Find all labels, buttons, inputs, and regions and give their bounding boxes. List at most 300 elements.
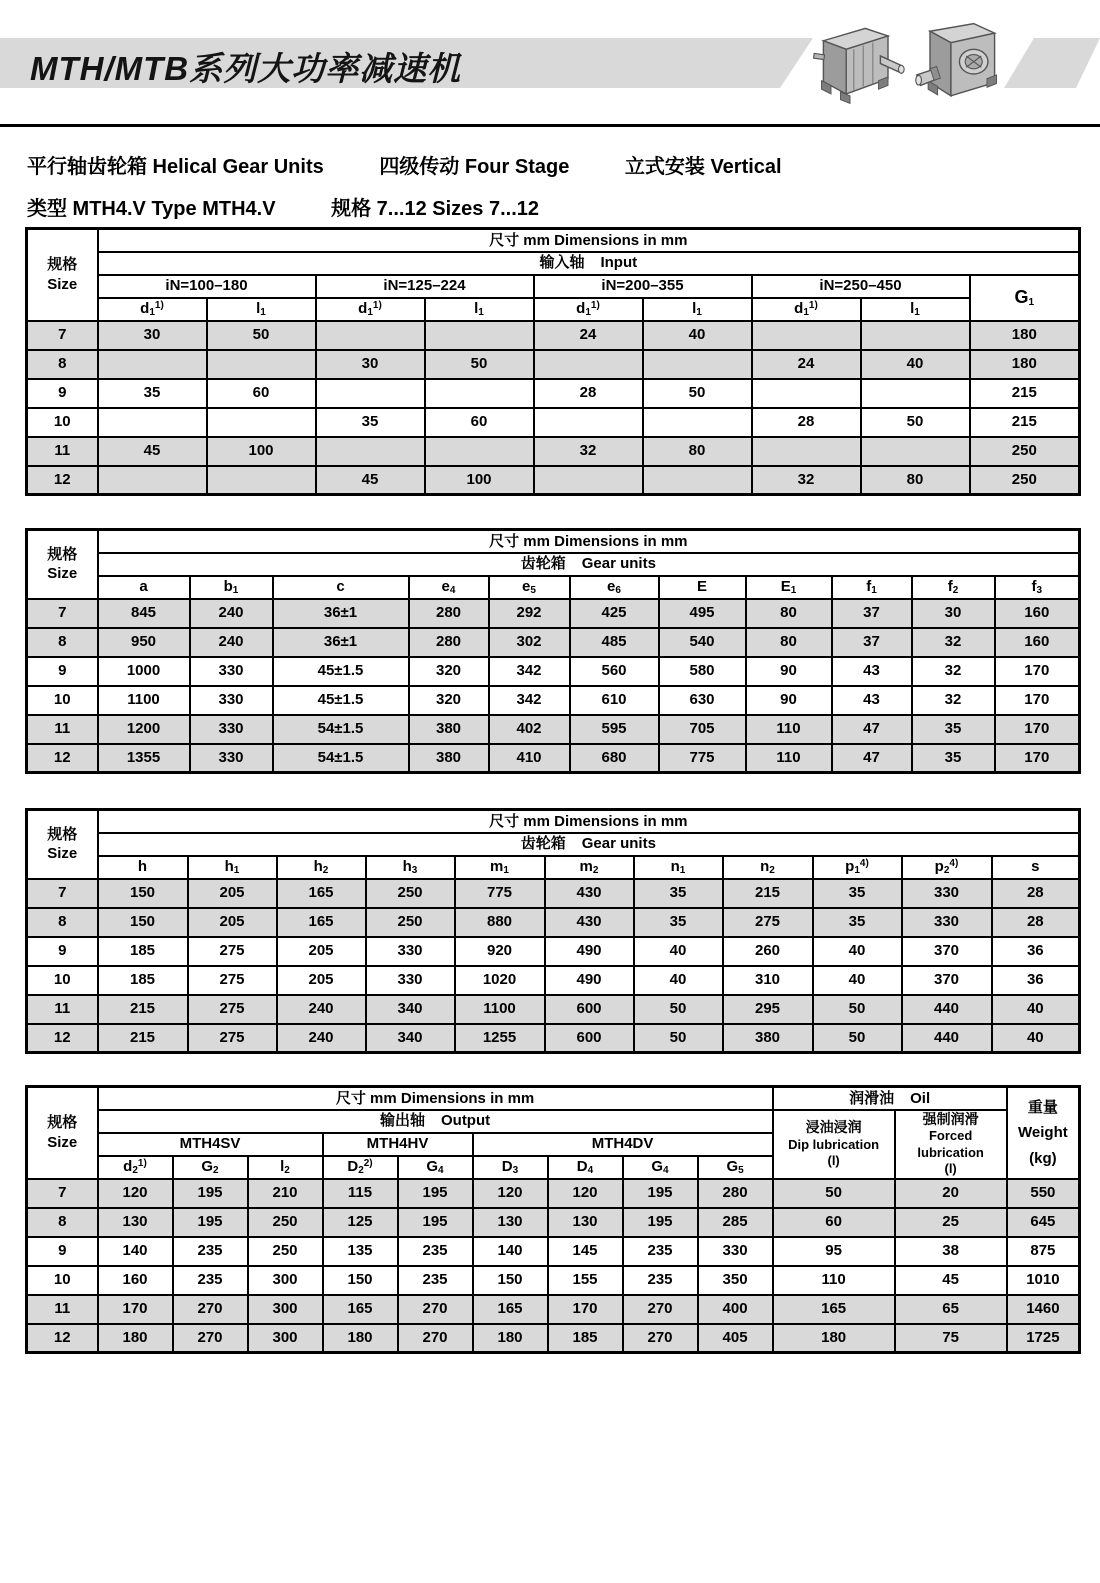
- dimensions-header: 尺寸 mm Dimensions in mm: [98, 229, 1080, 252]
- table-cell: [316, 321, 425, 350]
- table-cell: [752, 379, 861, 408]
- table-cell: 50: [861, 408, 970, 437]
- table-cell: 295: [723, 995, 813, 1024]
- table-row: [27, 657, 1080, 686]
- table-cell: 280: [409, 599, 489, 628]
- table-cell: 330: [902, 908, 992, 937]
- table-cell: 40: [634, 966, 723, 995]
- table-cell: 490: [545, 937, 634, 966]
- table-cell: 215: [98, 1024, 188, 1053]
- g1-column-header: $G_1$: [970, 275, 1080, 321]
- table-cell: 340: [366, 995, 455, 1024]
- model-group-header: MTH4SV: [98, 1133, 323, 1156]
- table-cell: [316, 379, 425, 408]
- table-cell: 50: [813, 1024, 902, 1053]
- table-cell: [752, 437, 861, 466]
- table-cell: 240: [190, 599, 273, 628]
- table-cell: 110: [773, 1266, 895, 1295]
- table-cell: 875: [1007, 1237, 1080, 1266]
- table-cell: 170: [98, 1295, 173, 1324]
- table-cell: 235: [623, 1237, 698, 1266]
- table-cell: 170: [995, 657, 1080, 686]
- table-cell: 35: [316, 408, 425, 437]
- table-cell: 250: [366, 879, 455, 908]
- table-cell: 165: [277, 879, 366, 908]
- table-cell: 235: [398, 1266, 473, 1295]
- table-cell: 130: [473, 1208, 548, 1237]
- table-cell: 330: [190, 744, 273, 773]
- table-cell: 65: [895, 1295, 1007, 1324]
- table-cell: 1020: [455, 966, 545, 995]
- table-cell: 330: [190, 657, 273, 686]
- table-cell: 30: [912, 599, 995, 628]
- table-cell: 125: [323, 1208, 398, 1237]
- table-row: [27, 1266, 1080, 1295]
- table-cell: 32: [752, 466, 861, 495]
- table-cell: 1010: [1007, 1266, 1080, 1295]
- table-cell: 215: [723, 879, 813, 908]
- table-cell: 60: [425, 408, 534, 437]
- table-cell: 150: [473, 1266, 548, 1295]
- table-cell: 645: [1007, 1208, 1080, 1237]
- table-cell: 205: [188, 879, 277, 908]
- table-cell: 36: [992, 966, 1080, 995]
- size-column-header: 规格 Size: [27, 229, 98, 321]
- table-cell: 43: [832, 657, 912, 686]
- table-cell: 24: [534, 321, 643, 350]
- table-cell: [425, 437, 534, 466]
- column-header: $p_1^{4)}$: [813, 856, 902, 879]
- table-cell: 580: [659, 657, 746, 686]
- table-cell: 235: [398, 1237, 473, 1266]
- table-cell: [98, 408, 207, 437]
- column-header: c: [273, 576, 409, 599]
- table-cell: 80: [746, 599, 832, 628]
- table-cell: 32: [534, 437, 643, 466]
- subtitle-line-1: [27, 150, 782, 179]
- column-header: $l_2$: [248, 1156, 323, 1179]
- table-cell: 275: [188, 966, 277, 995]
- table-cell: 1725: [1007, 1324, 1080, 1353]
- table-cell: 80: [643, 437, 752, 466]
- header-band-accent: [1004, 38, 1100, 88]
- table-cell: 880: [455, 908, 545, 937]
- row-size-cell: 12: [27, 1024, 98, 1053]
- row-size-cell: 12: [27, 466, 98, 495]
- table-cell: 240: [277, 1024, 366, 1053]
- row-size-cell: 8: [27, 628, 98, 657]
- column-header: $h_1$: [188, 856, 277, 879]
- table-cell: 120: [98, 1179, 173, 1208]
- output-section-header: 输出轴 Output: [98, 1110, 773, 1133]
- table-cell: 380: [409, 744, 489, 773]
- table-cell: 160: [98, 1266, 173, 1295]
- column-header: $l_1$: [425, 298, 534, 321]
- table-cell: 40: [813, 937, 902, 966]
- table-cell: 495: [659, 599, 746, 628]
- table-cell: 43: [832, 686, 912, 715]
- table-cell: [425, 321, 534, 350]
- table-cell: 1460: [1007, 1295, 1080, 1324]
- table-cell: 195: [623, 1179, 698, 1208]
- gearbox-right-image: [911, 12, 1006, 117]
- table-cell: 205: [188, 908, 277, 937]
- row-size-cell: 9: [27, 657, 98, 686]
- table-row: [27, 937, 1080, 966]
- table-cell: 37: [832, 628, 912, 657]
- row-size-cell: 9: [27, 937, 98, 966]
- column-header: $E_1$: [746, 576, 832, 599]
- table-cell: 250: [366, 908, 455, 937]
- table-cell: 430: [545, 908, 634, 937]
- table-cell: 60: [207, 379, 316, 408]
- table-cell: 402: [489, 715, 570, 744]
- table-cell: 40: [813, 966, 902, 995]
- table-cell: [752, 321, 861, 350]
- table-cell: 342: [489, 686, 570, 715]
- table-cell: 35: [813, 908, 902, 937]
- row-size-cell: 11: [27, 995, 98, 1024]
- table-cell: 50: [207, 321, 316, 350]
- table-cell: 195: [398, 1179, 473, 1208]
- table-cell: 540: [659, 628, 746, 657]
- table-cell: 300: [248, 1295, 323, 1324]
- table-cell: [534, 466, 643, 495]
- column-header: $d_1^{1)}$: [534, 298, 643, 321]
- table-row: [27, 1179, 1080, 1208]
- column-header: $d_1^{1)}$: [752, 298, 861, 321]
- table-cell: 32: [912, 628, 995, 657]
- table-cell: 600: [545, 995, 634, 1024]
- table-cell: 330: [190, 715, 273, 744]
- table-cell: 47: [832, 715, 912, 744]
- table-cell: 45±1.5: [273, 686, 409, 715]
- row-size-cell: 7: [27, 879, 98, 908]
- table-cell: 28: [534, 379, 643, 408]
- table-cell: 120: [473, 1179, 548, 1208]
- table-cell: 630: [659, 686, 746, 715]
- row-size-cell: 7: [27, 1179, 98, 1208]
- table-cell: 165: [277, 908, 366, 937]
- header-divider: [0, 124, 1100, 127]
- column-header: $h_3$: [366, 856, 455, 879]
- table-cell: 50: [634, 995, 723, 1024]
- table-cell: 140: [473, 1237, 548, 1266]
- gear-unit-table-2: [25, 808, 1081, 1054]
- table-cell: 160: [995, 599, 1080, 628]
- table-cell: 130: [98, 1208, 173, 1237]
- table-row: [27, 437, 1080, 466]
- table-cell: [316, 437, 425, 466]
- table-cell: 250: [248, 1208, 323, 1237]
- row-size-cell: 11: [27, 437, 98, 466]
- table-cell: 485: [570, 628, 659, 657]
- column-header: $D_2^{2)}$: [323, 1156, 398, 1179]
- table-cell: 28: [992, 908, 1080, 937]
- table-cell: 270: [173, 1295, 248, 1324]
- input-section-header: 输入轴 Input: [98, 252, 1080, 275]
- table-cell: 170: [995, 715, 1080, 744]
- gear-unit-table-1: [25, 528, 1081, 774]
- table-row: [27, 379, 1080, 408]
- table-cell: 330: [366, 966, 455, 995]
- gearbox-images: [812, 12, 1007, 117]
- size-column-header: 规格 Size: [27, 810, 98, 879]
- table-row: [27, 995, 1080, 1024]
- gearbox-left-image: [812, 12, 907, 117]
- table-cell: 205: [277, 937, 366, 966]
- row-size-cell: 8: [27, 908, 98, 937]
- table-cell: 150: [323, 1266, 398, 1295]
- table-cell: 775: [455, 879, 545, 908]
- table-cell: 45: [316, 466, 425, 495]
- table-cell: 195: [173, 1208, 248, 1237]
- table-cell: 215: [970, 408, 1080, 437]
- table-cell: 240: [190, 628, 273, 657]
- table-cell: 270: [623, 1324, 698, 1353]
- table-row: [27, 321, 1080, 350]
- table-cell: 180: [98, 1324, 173, 1353]
- column-header: s: [992, 856, 1080, 879]
- table-cell: 40: [992, 995, 1080, 1024]
- output-shaft-table: [25, 1085, 1081, 1354]
- table-cell: 75: [895, 1324, 1007, 1353]
- ratio-group-header: iN=250–450: [752, 275, 970, 298]
- table-cell: 40: [861, 350, 970, 379]
- gearbox-section-header: 齿轮箱 Gear units: [98, 833, 1080, 856]
- table-cell: 330: [698, 1237, 773, 1266]
- table-cell: 950: [98, 628, 190, 657]
- table-cell: 595: [570, 715, 659, 744]
- size-column-header: 规格 Size: [27, 1087, 98, 1179]
- table-cell: 195: [623, 1208, 698, 1237]
- row-size-cell: 10: [27, 686, 98, 715]
- table-cell: 330: [902, 879, 992, 908]
- table-cell: 235: [173, 1266, 248, 1295]
- table-cell: 165: [323, 1295, 398, 1324]
- table-cell: [207, 408, 316, 437]
- table-cell: 35: [912, 744, 995, 773]
- ratio-group-header: iN=200–355: [534, 275, 752, 298]
- table-cell: 110: [746, 744, 832, 773]
- table-cell: 165: [473, 1295, 548, 1324]
- column-header: $D_3$: [473, 1156, 548, 1179]
- table-cell: 40: [634, 937, 723, 966]
- table-cell: 705: [659, 715, 746, 744]
- dimensions-header: 尺寸 mm Dimensions in mm: [98, 530, 1080, 553]
- table-cell: 425: [570, 599, 659, 628]
- table-cell: 275: [188, 995, 277, 1024]
- table-cell: 30: [98, 321, 207, 350]
- column-header: $l_1$: [643, 298, 752, 321]
- column-header: $G_4$: [623, 1156, 698, 1179]
- table-row: [27, 744, 1080, 773]
- table-row: [27, 1295, 1080, 1324]
- table-cell: [425, 379, 534, 408]
- table-cell: 195: [173, 1179, 248, 1208]
- table-cell: 235: [173, 1237, 248, 1266]
- column-header: $m_2$: [545, 856, 634, 879]
- table-cell: [861, 379, 970, 408]
- table-cell: 550: [1007, 1179, 1080, 1208]
- table-cell: 320: [409, 686, 489, 715]
- table-cell: 35: [634, 879, 723, 908]
- table-cell: 275: [188, 937, 277, 966]
- table-cell: 340: [366, 1024, 455, 1053]
- row-size-cell: 11: [27, 1295, 98, 1324]
- table-cell: 180: [970, 350, 1080, 379]
- table-cell: 165: [773, 1295, 895, 1324]
- table-cell: 54±1.5: [273, 744, 409, 773]
- table-cell: 185: [98, 937, 188, 966]
- input-shaft-table: [25, 227, 1081, 496]
- table-cell: 235: [623, 1266, 698, 1295]
- table-cell: 150: [98, 879, 188, 908]
- table-cell: 250: [970, 437, 1080, 466]
- row-size-cell: 12: [27, 744, 98, 773]
- table-row: [27, 908, 1080, 937]
- table-row: [27, 715, 1080, 744]
- table-cell: 215: [98, 995, 188, 1024]
- table-cell: [207, 466, 316, 495]
- column-header: $b_1$: [190, 576, 273, 599]
- table-cell: 90: [746, 657, 832, 686]
- column-header: $e_4$: [409, 576, 489, 599]
- table-cell: 100: [207, 437, 316, 466]
- column-header: $l_1$: [861, 298, 970, 321]
- table-cell: 36±1: [273, 599, 409, 628]
- table-cell: 310: [723, 966, 813, 995]
- table-cell: 145: [548, 1237, 623, 1266]
- table-cell: 380: [723, 1024, 813, 1053]
- table-cell: 775: [659, 744, 746, 773]
- subtitle-segment: 类型 MTH4.V Type MTH4.V: [27, 198, 276, 220]
- table-cell: 560: [570, 657, 659, 686]
- column-header: $p_2^{4)}$: [902, 856, 992, 879]
- table-cell: 600: [545, 1024, 634, 1053]
- table-cell: 120: [548, 1179, 623, 1208]
- table-cell: 920: [455, 937, 545, 966]
- table-cell: 36: [992, 937, 1080, 966]
- table-cell: 28: [992, 879, 1080, 908]
- table-cell: 270: [398, 1324, 473, 1353]
- table-cell: 115: [323, 1179, 398, 1208]
- column-header: $e_5$: [489, 576, 570, 599]
- column-header: $e_6$: [570, 576, 659, 599]
- table-cell: 170: [548, 1295, 623, 1324]
- table-cell: 45±1.5: [273, 657, 409, 686]
- table-cell: [207, 350, 316, 379]
- subtitle-segment: 规格 7...12 Sizes 7...12: [331, 198, 539, 220]
- subtitle-segment: 平行轴齿轮箱 Helical Gear Units: [27, 156, 324, 178]
- table-cell: 1100: [455, 995, 545, 1024]
- table-row: [27, 1237, 1080, 1266]
- ratio-group-header: iN=125–224: [316, 275, 534, 298]
- column-header: $l_1$: [207, 298, 316, 321]
- table-cell: 292: [489, 599, 570, 628]
- table-cell: 32: [912, 657, 995, 686]
- table-cell: 330: [190, 686, 273, 715]
- table-cell: [861, 437, 970, 466]
- column-header: $G_2$: [173, 1156, 248, 1179]
- oil-header: 润滑油 Oil: [773, 1087, 1007, 1110]
- table-cell: 440: [902, 1024, 992, 1053]
- table-cell: 80: [861, 466, 970, 495]
- table-cell: [643, 466, 752, 495]
- column-header: $m_1$: [455, 856, 545, 879]
- table-cell: 95: [773, 1237, 895, 1266]
- table-cell: 300: [248, 1266, 323, 1295]
- table-cell: 36±1: [273, 628, 409, 657]
- table-cell: 24: [752, 350, 861, 379]
- table-cell: 400: [698, 1295, 773, 1324]
- table-cell: 60: [773, 1208, 895, 1237]
- table-cell: 45: [98, 437, 207, 466]
- column-header: $f_2$: [912, 576, 995, 599]
- table-cell: 270: [398, 1295, 473, 1324]
- table-cell: 490: [545, 966, 634, 995]
- table-row: [27, 1324, 1080, 1353]
- row-size-cell: 12: [27, 1324, 98, 1353]
- table-cell: 30: [316, 350, 425, 379]
- table-cell: 180: [323, 1324, 398, 1353]
- table-cell: [534, 408, 643, 437]
- table-cell: 180: [473, 1324, 548, 1353]
- table-cell: 170: [995, 686, 1080, 715]
- row-size-cell: 7: [27, 321, 98, 350]
- table-row: [27, 879, 1080, 908]
- row-size-cell: 10: [27, 1266, 98, 1295]
- table-cell: 35: [98, 379, 207, 408]
- table-cell: [643, 350, 752, 379]
- table-cell: 260: [723, 937, 813, 966]
- model-group-header: MTH4DV: [473, 1133, 773, 1156]
- table-cell: 210: [248, 1179, 323, 1208]
- table-cell: 250: [970, 466, 1080, 495]
- page-title: MTH/MTB系列大功率减速机: [30, 50, 462, 87]
- table-row: [27, 628, 1080, 657]
- table-cell: [861, 321, 970, 350]
- table-cell: 160: [995, 628, 1080, 657]
- row-size-cell: 9: [27, 379, 98, 408]
- table-row: [27, 408, 1080, 437]
- table-cell: 28: [752, 408, 861, 437]
- forced-lubrication-header: 强制润滑 Forced lubrication (l): [895, 1110, 1007, 1179]
- table-cell: [534, 350, 643, 379]
- row-size-cell: 10: [27, 408, 98, 437]
- ratio-group-header: iN=100–180: [98, 275, 316, 298]
- table-row: [27, 1208, 1080, 1237]
- table-cell: 35: [634, 908, 723, 937]
- table-cell: 370: [902, 937, 992, 966]
- table-row: [27, 599, 1080, 628]
- model-group-header: MTH4HV: [323, 1133, 473, 1156]
- table-cell: 350: [698, 1266, 773, 1295]
- column-header: h: [98, 856, 188, 879]
- table-cell: 1255: [455, 1024, 545, 1053]
- table-cell: 130: [548, 1208, 623, 1237]
- table-cell: 680: [570, 744, 659, 773]
- table-cell: 150: [98, 908, 188, 937]
- table-cell: 100: [425, 466, 534, 495]
- table-cell: 270: [173, 1324, 248, 1353]
- table-cell: 90: [746, 686, 832, 715]
- table-cell: 285: [698, 1208, 773, 1237]
- row-size-cell: 9: [27, 1237, 98, 1266]
- table-cell: 155: [548, 1266, 623, 1295]
- table-cell: 270: [623, 1295, 698, 1324]
- table-cell: 170: [995, 744, 1080, 773]
